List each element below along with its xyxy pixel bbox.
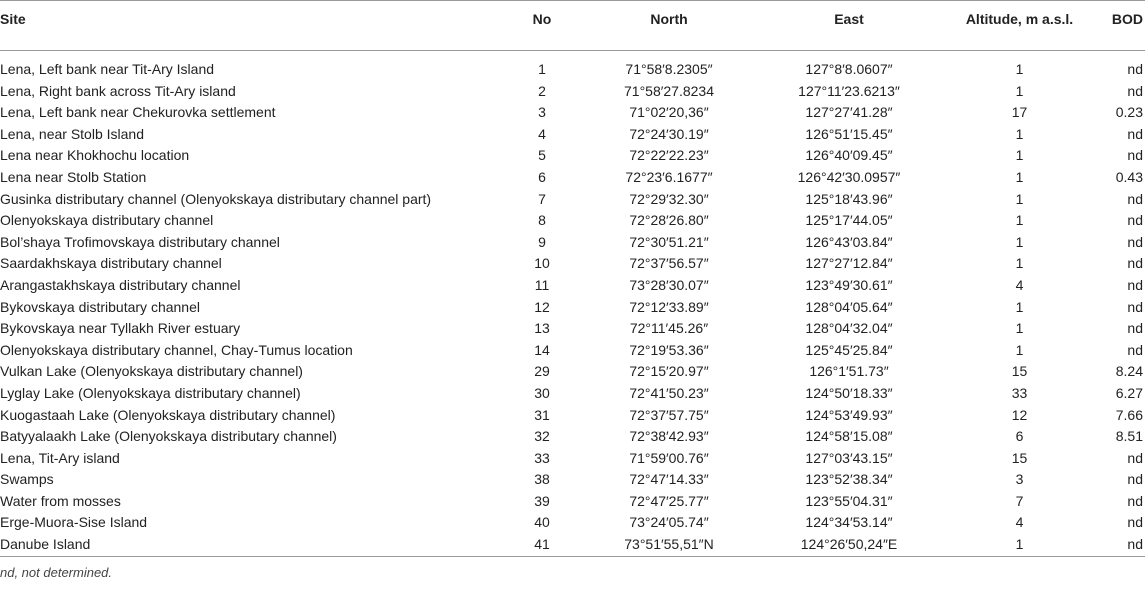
cell-north: 72°37′56.57″ [629, 255, 709, 272]
cell-site: Lena near Khokhochu location [0, 147, 190, 164]
cell-bod: nd [1127, 125, 1143, 142]
cell-bod: nd [1127, 449, 1143, 466]
cell-no: 14 [534, 341, 550, 358]
header-bod: BOD [1095, 1, 1145, 51]
cell-north: 72°11′45.26″ [629, 320, 709, 337]
cell-site: Kuogastaah Lake (Olenyokskaya distributary channel) [0, 406, 336, 423]
cell-altitude: 4 [1015, 276, 1024, 293]
cell-no: 9 [538, 233, 546, 250]
cell-bod: nd [1127, 212, 1143, 229]
table-row [0, 210, 1145, 232]
table-row [0, 253, 1145, 275]
cell-altitude: 15 [1011, 363, 1028, 380]
table-row [0, 189, 1145, 211]
cell-no: 4 [538, 125, 546, 142]
cell-east: 124°34′53.14″ [805, 514, 893, 531]
cell-site: Arangastakhskaya distributary channel [0, 276, 241, 293]
table-row [0, 318, 1145, 340]
cell-north: 71°59′00.76″ [629, 449, 709, 466]
cell-east: 126°40′09.45″ [805, 147, 893, 164]
table-row [0, 297, 1145, 319]
cell-east: 128°04′05.64″ [805, 298, 893, 315]
cell-bod: nd [1127, 492, 1143, 509]
cell-altitude: 4 [1015, 514, 1024, 531]
cell-bod: nd [1127, 233, 1143, 250]
cell-bod: nd [1127, 255, 1143, 272]
table-body [0, 51, 1145, 557]
cell-east: 124°26′50,24″E [754, 534, 944, 556]
cell-east: 123°55′04.31″ [805, 492, 893, 509]
cell-altitude: 6 [1015, 428, 1024, 445]
cell-site: Lena, Right bank across Tit-Ary island [0, 82, 236, 99]
cell-site: Lena, near Stolb Island [0, 125, 144, 142]
table-row [0, 81, 1145, 103]
cell-east: 123°49′30.61″ [805, 276, 893, 293]
cell-north: 72°28′26.80″ [629, 212, 709, 229]
table-row [0, 145, 1145, 167]
table-row [0, 405, 1145, 427]
cell-site: Batyyalaakh Lake (Olenyokskaya distributary channel) [0, 428, 337, 445]
cell-bod: nd [1127, 61, 1143, 77]
cell-site: Lyglay Lake (Olenyokskaya distributary channel) [0, 384, 301, 401]
cell-east: 126°51′15.45″ [805, 125, 893, 142]
cell-altitude: 1 [1015, 255, 1024, 272]
cell-altitude: 1 [944, 534, 1095, 556]
cell-site: Lena, Left bank near Chekurovka settlement [0, 104, 276, 121]
cell-north: 71°58′8.2305″ [625, 61, 713, 77]
table-row [0, 167, 1145, 189]
cell-bod: nd [1127, 514, 1143, 531]
table-footnote: nd, not determined. [0, 564, 113, 580]
cell-bod: nd [1127, 320, 1143, 337]
cell-altitude: 1 [1015, 233, 1024, 250]
header-spacer [0, 51, 1145, 60]
table-row [0, 361, 1145, 383]
cell-no: 1 [538, 61, 546, 77]
table-row [0, 469, 1145, 491]
cell-no: 6 [538, 168, 546, 185]
cell-site: Bykovskaya distributary channel [0, 298, 200, 315]
cell-altitude: 1 [1015, 82, 1024, 99]
table-row [0, 340, 1145, 362]
cell-east: 127°11′23.6213″ [798, 82, 900, 99]
table-row [0, 426, 1145, 448]
cell-altitude: 3 [1015, 471, 1024, 488]
cell-east: 126°42′30.0957″ [797, 168, 901, 185]
table-row [0, 102, 1145, 124]
cell-site: Lena near Stolb Station [0, 168, 147, 185]
cell-east: 124°58′15.08″ [805, 428, 893, 445]
cell-altitude: 7 [1015, 492, 1024, 509]
cell-site: Water from mosses [0, 492, 121, 509]
cell-east: 125°18′43.96″ [805, 190, 893, 207]
cell-no: 5 [538, 147, 546, 164]
cell-bod: nd [1127, 276, 1143, 293]
cell-site: Saardakhskaya distributary channel [0, 255, 222, 272]
table-row [0, 124, 1145, 146]
cell-east: 125°45′25.84″ [805, 341, 893, 358]
cell-altitude: 1 [1015, 190, 1024, 207]
cell-no: 38 [534, 471, 550, 488]
cell-bod: nd [1095, 534, 1145, 556]
cell-no: 7 [538, 190, 546, 207]
cell-bod: nd [1127, 190, 1143, 207]
cell-north: 72°23′6.1677″ [625, 168, 713, 185]
cell-no: 31 [534, 406, 550, 423]
cell-no: 2 [538, 82, 546, 99]
table-row [0, 383, 1145, 405]
header-row [0, 1, 1145, 51]
cell-site: Olenyokskaya distributary channel, Chay-Tumus location [0, 341, 353, 358]
cell-north: 72°30′51.21″ [629, 233, 709, 250]
cell-site: Olenyokskaya distributary channel [0, 212, 214, 229]
cell-no: 13 [534, 320, 550, 337]
cell-no: 40 [534, 514, 550, 531]
cell-site: Vulkan Lake (Olenyokskaya distributary channel) [0, 363, 303, 380]
cell-north: 71°58′27.8234 [624, 82, 714, 99]
cell-bod: nd [1127, 471, 1143, 488]
cell-north: 72°22′22.23″ [629, 147, 709, 164]
cell-north: 72°47′14.33″ [629, 471, 709, 488]
cell-bod: 7.66 [1115, 406, 1143, 423]
cell-site: Swamps [0, 471, 54, 488]
cell-north: 72°19′53.36″ [629, 341, 709, 358]
cell-bod: nd [1127, 298, 1143, 315]
cell-site: Gusinka distributary channel (Olenyokskaya distributary channel part) [0, 190, 432, 207]
cell-east: 127°8′8.0607″ [805, 61, 893, 77]
cell-east: 127°27′12.84″ [805, 255, 893, 272]
table-header [0, 1, 1145, 51]
cell-no: 30 [534, 384, 550, 401]
cell-bod: nd [1127, 147, 1143, 164]
table-row [0, 512, 1145, 534]
header-site: Site [0, 1, 500, 51]
cell-north: 72°37′57.75″ [629, 406, 709, 423]
cell-no: 32 [534, 428, 550, 445]
cell-altitude: 1 [1015, 61, 1024, 77]
cell-site: Lena, Tit-Ary island [0, 449, 120, 466]
cell-north: 72°24′30.19″ [629, 125, 709, 142]
cell-altitude: 1 [1015, 147, 1024, 164]
cell-east: 126°43′03.84″ [805, 233, 893, 250]
cell-east: 125°17′44.05″ [805, 212, 893, 229]
cell-no: 8 [538, 212, 546, 229]
header-east: East [754, 1, 944, 51]
cell-bod: 8.24 [1115, 363, 1143, 380]
cell-altitude: 12 [1011, 406, 1028, 423]
cell-no: 3 [538, 104, 546, 121]
cell-site: Danube Island [0, 534, 500, 556]
cell-north: 73°28′30.07″ [629, 276, 709, 293]
cell-bod: 6.27 [1115, 384, 1143, 401]
cell-east: 123°52′38.34″ [805, 471, 893, 488]
table-row [0, 59, 1145, 81]
table-row [0, 275, 1145, 297]
table-row [0, 491, 1145, 513]
cell-north: 73°24′05.74″ [629, 514, 709, 531]
cell-north: 72°38′42.93″ [629, 428, 709, 445]
cell-site: Lena, Left bank near Tit-Ary Island [0, 61, 215, 77]
cell-no: 39 [534, 492, 550, 509]
cell-altitude: 1 [1015, 341, 1024, 358]
cell-altitude: 1 [1015, 212, 1024, 229]
cell-bod: nd [1127, 341, 1143, 358]
table-row [0, 534, 1145, 556]
cell-no: 29 [534, 363, 550, 380]
cell-altitude: 1 [1015, 125, 1024, 142]
cell-bod: 0.43 [1115, 168, 1143, 185]
cell-north: 72°12′33.89″ [629, 298, 709, 315]
cell-no: 11 [534, 276, 550, 293]
cell-east: 124°50′18.33″ [805, 384, 893, 401]
table-row [0, 232, 1145, 254]
cell-altitude: 1 [1015, 320, 1024, 337]
cell-bod: 8.51 [1115, 428, 1143, 445]
cell-no: 41 [500, 534, 584, 556]
cell-no: 10 [534, 255, 550, 272]
cell-altitude: 33 [1011, 384, 1028, 401]
cell-north: 72°41′50.23″ [629, 384, 709, 401]
cell-east: 124°53′49.93″ [805, 406, 893, 423]
cell-north: 72°47′25.77″ [629, 492, 709, 509]
cell-east: 127°27′41.28″ [805, 104, 893, 121]
cell-altitude: 1 [1015, 168, 1024, 185]
cell-bod: 0.23 [1115, 104, 1143, 121]
cell-north: 72°15′20.97″ [629, 363, 709, 380]
cell-altitude: 15 [1011, 449, 1028, 466]
cell-bod: nd [1127, 82, 1143, 99]
cell-east: 128°04′32.04″ [805, 320, 893, 337]
table-row [0, 448, 1145, 470]
header-no: No [500, 1, 584, 51]
cell-altitude: 1 [1015, 298, 1024, 315]
cell-north: 71°02′20,36″ [629, 104, 709, 121]
cell-no: 12 [534, 298, 550, 315]
cell-site: Bykovskaya near Tyllakh River estuary [0, 320, 241, 337]
cell-east: 127°03′43.15″ [805, 449, 893, 466]
cell-north: 72°29′32.30″ [629, 190, 709, 207]
cell-east: 126°1′51.73″ [809, 363, 889, 380]
cell-north: 73°51′55,51″N [584, 534, 754, 556]
cell-altitude: 17 [1011, 104, 1028, 121]
cell-site: Erge-Muora-Sise Island [0, 514, 148, 531]
header-north: North [584, 1, 754, 51]
cell-no: 33 [534, 449, 550, 466]
cell-site: Bol’shaya Trofimovskaya distributary channel [0, 233, 280, 250]
header-altitude: Altitude, m a.s.l. [944, 1, 1095, 51]
